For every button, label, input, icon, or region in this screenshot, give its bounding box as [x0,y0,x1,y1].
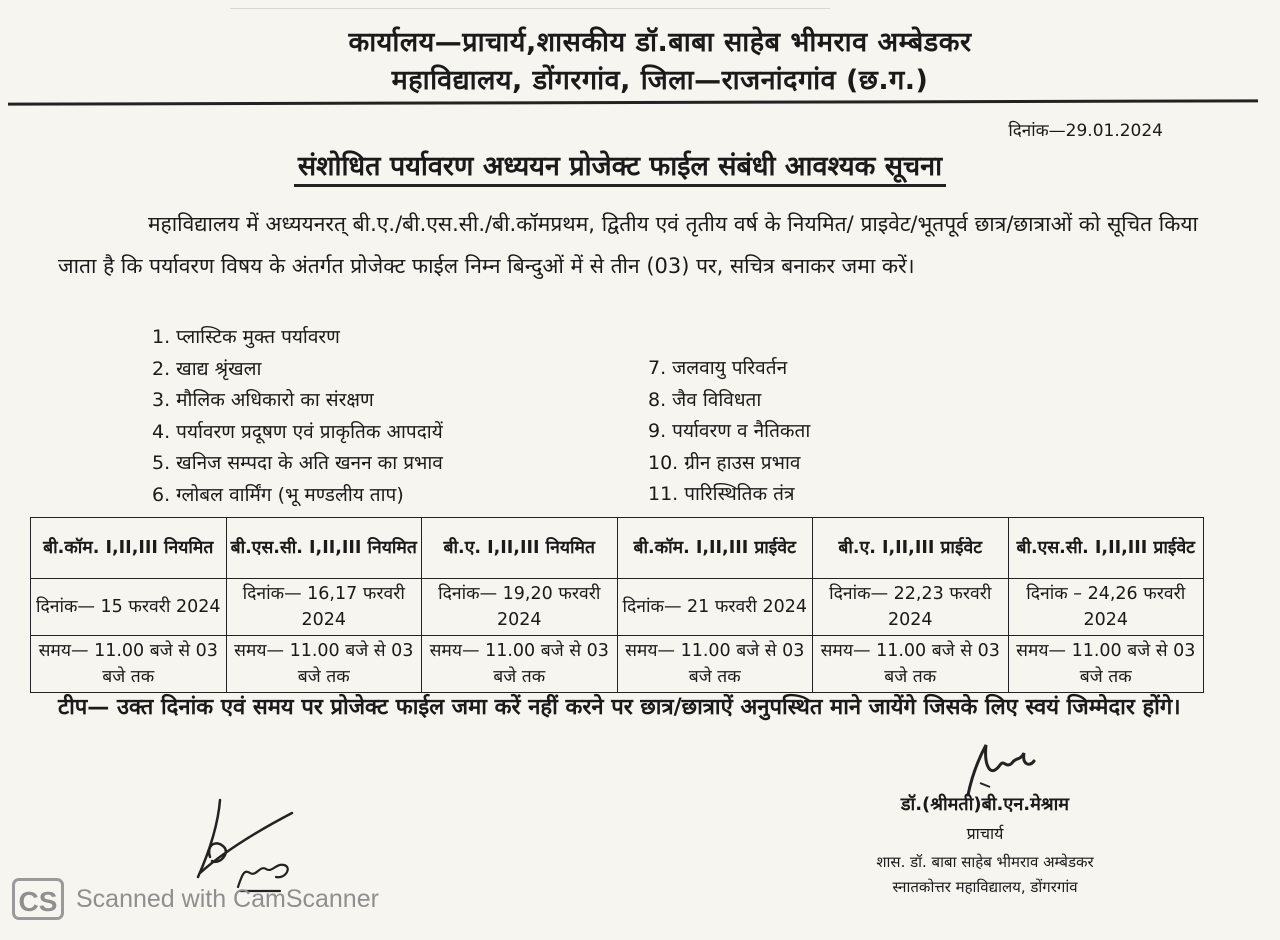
time-cell: समय— 11.00 बजे से 03 बजे तक [813,636,1009,693]
notice-title [0,146,1240,183]
topic-list-right [648,353,810,511]
topic-list-left [152,322,443,511]
table-row [31,636,1204,693]
camscanner-watermark: Scanned with CamScanner [76,885,379,913]
topic-item: 5. खनिज सम्पदा के अति खनन का प्रभाव [152,452,443,474]
column-header: बी.एस.सी. I,II,III प्राईवेट [1008,518,1204,579]
time-cell: समय— 11.00 बजे से 03 बजे तक [31,636,227,693]
topic-item: 11. पारिस्थितिक तंत्र [648,483,795,505]
date-cell: दिनांक— 15 फरवरी 2024 [31,579,227,636]
notice-tip: टीप— उक्त दिनांक एवं समय पर प्रोजेक्ट फाईल जमा करें नहीं करने पर छात्र/छात्राऐं अनुपस्थित माने जायेंगे जिसके लिए स्वयं जिम्मेदार होंगे। [58,695,1181,720]
top-edge-stub [230,0,830,9]
date-cell: दिनांक – 24,26 फरवरी 2024 [1008,579,1204,636]
column-header: बी.कॉम. I,II,III नियमित [31,518,227,579]
date-cell: दिनांक— 22,23 फरवरी 2024 [813,579,1009,636]
topic-item: 1. प्लास्टिक मुक्त पर्यावरण [152,326,340,348]
topic-item: 6. ग्लोबल वार्मिंग (भू मण्डलीय ताप) [152,483,404,506]
topic-item: 2. खाद्य श्रृंखला [152,357,262,380]
notice-paragraph: महाविद्यालय में अध्ययनरत् बी.ए./बी.एस.सी./बी.कॉमप्रथम, द्वितीय एवं तृतीय वर्ष के नियमित/ प्राइवेट/भूतपूर्व छात्र/छात्राओं को सूचित किया जाता है कि पर्यावरण विषय के अंतर्गत प्रोजेक्ट फाईल निम्न बिन्दुओं में से तीन (03) पर, सचित्र बनाकर जमा करें। [58,212,1198,278]
office-header-line-2: महाविद्यालय, डोंगरगांव, जिला—राजनांदगांव (छ.ग.) [391,65,929,96]
time-cell: समय— 11.00 बजे से 03 बजे तक [226,636,422,693]
signatory-name: डॉ.(श्रीमती)बी.एन.मेश्राम [900,794,1070,815]
column-header: बी.कॉम. I,II,III प्राईवेट [617,518,813,579]
notice-title-text: संशोधित पर्यावरण अध्ययन प्रोजेक्ट फाईल संबंधी आवश्यक सूचना [294,151,946,187]
topic-item: 7. जलवायु परिवर्तन [648,357,788,379]
topic-item: 9. पर्यावरण व नैतिकता [648,420,811,442]
notice-date: दिनांक—29.01.2024 [1008,121,1163,141]
submission-schedule-table [30,517,1204,693]
time-cell: समय— 11.00 बजे से 03 बजे तक [617,636,813,693]
signatory-org-line-1: शास. डॉ. बाबा साहेब भीमराव अम्बेडकर [876,853,1094,871]
clerk-signature [180,795,320,895]
camscanner-logo: CS [12,878,64,920]
office-header-line-1: कार्यालय—प्राचार्य,शासकीय डॉ.बाबा साहेब भीमराव अम्बेडकर [348,27,972,58]
column-header: बी.ए. I,II,III नियमित [422,518,618,579]
time-cell: समय— 11.00 बजे से 03 बजे तक [1008,636,1204,693]
table-row [31,579,1204,636]
signatory-org-line-2: स्नातकोत्तर महाविद्यालय, डोंगरगांव [892,878,1078,896]
date-cell: दिनांक— 21 फरवरी 2024 [617,579,813,636]
column-header: बी.ए. I,II,III प्राईवेट [813,518,1009,579]
time-cell: समय— 11.00 बजे से 03 बजे तक [422,636,618,693]
column-header: बी.एस.सी. I,II,III नियमित [226,518,422,579]
header-divider [8,99,1258,105]
signatory-designation: प्राचार्य [966,824,1004,843]
topic-item: 3. मौलिक अधिकारो का संरक्षण [152,389,374,411]
topic-item: 10. ग्रीन हाउस प्रभाव [648,451,801,474]
topic-item: 4. पर्यावरण प्रदूषण एवं प्राकृतिक आपदायें [152,420,443,443]
topic-item: 8. जैव विविधता [648,388,762,411]
date-cell: दिनांक— 16,17 फरवरी 2024 [226,579,422,636]
table-row [31,518,1204,579]
date-cell: दिनांक— 19,20 फरवरी 2024 [422,579,618,636]
